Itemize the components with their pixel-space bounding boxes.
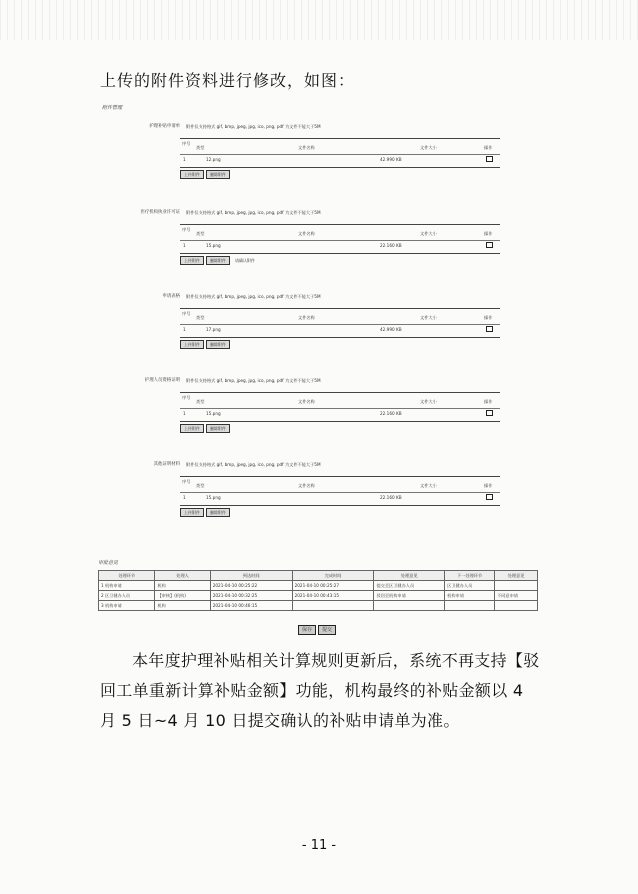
row-size: 22.160 KB — [380, 243, 402, 248]
section-note: 请确认附件 — [235, 257, 255, 263]
history-cell: 3 机构申请 — [99, 601, 155, 611]
history-table — [98, 570, 538, 611]
history-cell: 机构申请 — [445, 591, 495, 601]
col-action: 操作 — [484, 315, 493, 320]
history-cell — [292, 601, 374, 611]
history-column-header: 处理意见 — [495, 571, 538, 581]
section-hint: 附件仅支持格式 gif, bmp, jpeg, jpg, ico, png, pdf 为文件不能大于5M — [186, 294, 321, 299]
history-cell: 【审核】(机构) — [155, 591, 210, 601]
history-cell: 驳回至机构申请 — [374, 591, 445, 601]
delete-file-icon[interactable] — [486, 242, 493, 248]
row-filename[interactable]: 15.png — [206, 411, 221, 416]
history-cell: 2021-04-10 00:25:22 — [210, 581, 292, 591]
col-type: 类型 — [196, 315, 205, 320]
row-filename[interactable]: 17.png — [206, 327, 221, 332]
row-filename[interactable]: 15.png — [206, 495, 221, 500]
history-cell: 2 区卫健办人员 — [99, 591, 155, 601]
col-action: 操作 — [484, 145, 493, 150]
col-name: 文件名称 — [298, 231, 315, 236]
history-cell: 2021-04-10 00:32:25 — [210, 591, 292, 601]
col-index: 序号 — [182, 479, 191, 484]
section-buttons — [180, 256, 255, 265]
col-size: 文件大小 — [420, 483, 437, 488]
history-cell: 2021-04-10 00:46:15 — [210, 601, 292, 611]
col-size: 文件大小 — [420, 231, 437, 236]
history-cell: 机构 — [155, 601, 210, 611]
row-index: 1 — [183, 495, 186, 500]
history-cell: 不同意申请 — [495, 591, 538, 601]
col-name: 文件名称 — [298, 483, 315, 488]
col-name: 文件名称 — [298, 145, 315, 150]
row-index: 1 — [183, 243, 186, 248]
history-cell — [495, 601, 538, 611]
col-type: 类型 — [196, 399, 205, 404]
upload-button[interactable]: 上传附件 — [180, 256, 204, 265]
delete-button[interactable]: 删除附件 — [206, 170, 230, 179]
col-action: 操作 — [484, 483, 493, 488]
history-column-header: 下一处理环节 — [445, 571, 495, 581]
delete-file-icon[interactable] — [486, 494, 493, 500]
section-label: 申请表格 — [162, 294, 180, 299]
history-cell — [374, 601, 445, 611]
section-buttons — [180, 170, 235, 179]
history-cell — [495, 581, 538, 591]
row-filename[interactable]: 12.png — [206, 157, 221, 162]
file-table — [180, 138, 500, 168]
history-column-header: 完成时间 — [292, 571, 374, 581]
col-index: 序号 — [182, 395, 191, 400]
col-name: 文件名称 — [298, 315, 315, 320]
history-column-header: 处理环节 — [99, 571, 155, 581]
delete-file-icon[interactable] — [486, 410, 493, 416]
row-size: 22.160 KB — [380, 495, 402, 500]
section-buttons — [180, 508, 235, 517]
history-row — [99, 581, 538, 591]
section-label: 其他证明材料 — [153, 462, 180, 467]
history-cell: 区卫健办人员 — [445, 581, 495, 591]
file-table — [180, 476, 500, 506]
delete-file-icon[interactable] — [486, 326, 493, 332]
row-index: 1 — [183, 411, 186, 416]
history-column-header: 处理人 — [155, 571, 210, 581]
save-button[interactable]: 保存 — [298, 625, 316, 635]
col-size: 文件大小 — [420, 145, 437, 150]
upload-button[interactable]: 上传附件 — [180, 424, 204, 433]
approval-history — [98, 559, 538, 611]
screenshot-figure — [98, 102, 538, 642]
section-hint: 附件仅支持格式 gif, bmp, jpeg, jpg, ico, png, pdf 为文件不能大于5M — [186, 210, 321, 215]
section-hint: 附件仅支持格式 gif, bmp, jpeg, jpg, ico, png, pdf 为文件不能大于5M — [186, 462, 321, 467]
body-paragraph: 本年度护理补贴相关计算规则更新后，系统不再支持【驳回工单重新计算补贴金额】功能，机构最终的补贴金额以 4 月 5 日~4 月 10 日提交确认的补贴申请单为准。 — [100, 651, 540, 730]
col-index: 序号 — [182, 141, 191, 146]
history-cell: 2021-04-10 00:43:15 — [292, 591, 374, 601]
delete-button[interactable]: 删除附件 — [206, 256, 230, 265]
history-column-header: 处理意见 — [374, 571, 445, 581]
scan-noise — [0, 0, 638, 40]
row-size: 42.990 KB — [380, 157, 402, 162]
file-table — [180, 308, 500, 338]
history-row — [99, 591, 538, 601]
delete-button[interactable]: 删除附件 — [206, 508, 230, 517]
file-table — [180, 392, 500, 422]
page-number: - 11 - — [301, 838, 337, 853]
section-hint: 附件仅支持格式 gif, bmp, jpeg, jpg, ico, png, pdf 为文件不能大于5M — [186, 124, 321, 129]
section-label: 医疗机构执业许可证 — [140, 210, 180, 215]
section-buttons — [180, 340, 235, 349]
row-index: 1 — [183, 157, 186, 162]
file-table — [180, 224, 500, 254]
final-buttons — [298, 625, 336, 635]
upload-button[interactable]: 上传附件 — [180, 170, 204, 179]
upload-button[interactable]: 上传附件 — [180, 340, 204, 349]
submit-button[interactable]: 提交 — [318, 625, 336, 635]
figure-header: 附件管理 — [102, 105, 123, 111]
history-header: 审批意见 — [98, 560, 119, 566]
row-size: 42.990 KB — [380, 327, 402, 332]
col-type: 类型 — [196, 145, 205, 150]
history-cell: 提交至区卫健办人员 — [374, 581, 445, 591]
section-label: 护理人员资格证明 — [144, 378, 180, 383]
upload-button[interactable]: 上传附件 — [180, 508, 204, 517]
col-action: 操作 — [484, 399, 493, 404]
delete-file-icon[interactable] — [486, 156, 493, 162]
history-cell: 机构 — [155, 581, 210, 591]
section-buttons — [180, 424, 235, 433]
intro-text: 上传的附件资料进行修改，如图： — [100, 71, 356, 90]
row-index: 1 — [183, 327, 186, 332]
col-action: 操作 — [484, 231, 493, 236]
col-size: 文件大小 — [420, 399, 437, 404]
row-filename[interactable]: 15.png — [206, 243, 221, 248]
history-cell — [445, 601, 495, 611]
col-index: 序号 — [182, 227, 191, 232]
history-cell: 1 机构申请 — [99, 581, 155, 591]
row-size: 22.160 KB — [380, 411, 402, 416]
history-cell: 2021-04-10 00:25:27 — [292, 581, 374, 591]
col-index: 序号 — [182, 311, 191, 316]
col-type: 类型 — [196, 483, 205, 488]
history-row — [99, 601, 538, 611]
history-column-header: 到达时间 — [210, 571, 292, 581]
col-name: 文件名称 — [298, 399, 315, 404]
col-type: 类型 — [196, 231, 205, 236]
delete-button[interactable]: 删除附件 — [206, 340, 230, 349]
col-size: 文件大小 — [420, 315, 437, 320]
section-hint: 附件仅支持格式 gif, bmp, jpeg, jpg, ico, png, pdf 为文件不能大于5M — [186, 378, 321, 383]
section-label: 护理补贴申请单 — [149, 124, 180, 129]
delete-button[interactable]: 删除附件 — [206, 424, 230, 433]
